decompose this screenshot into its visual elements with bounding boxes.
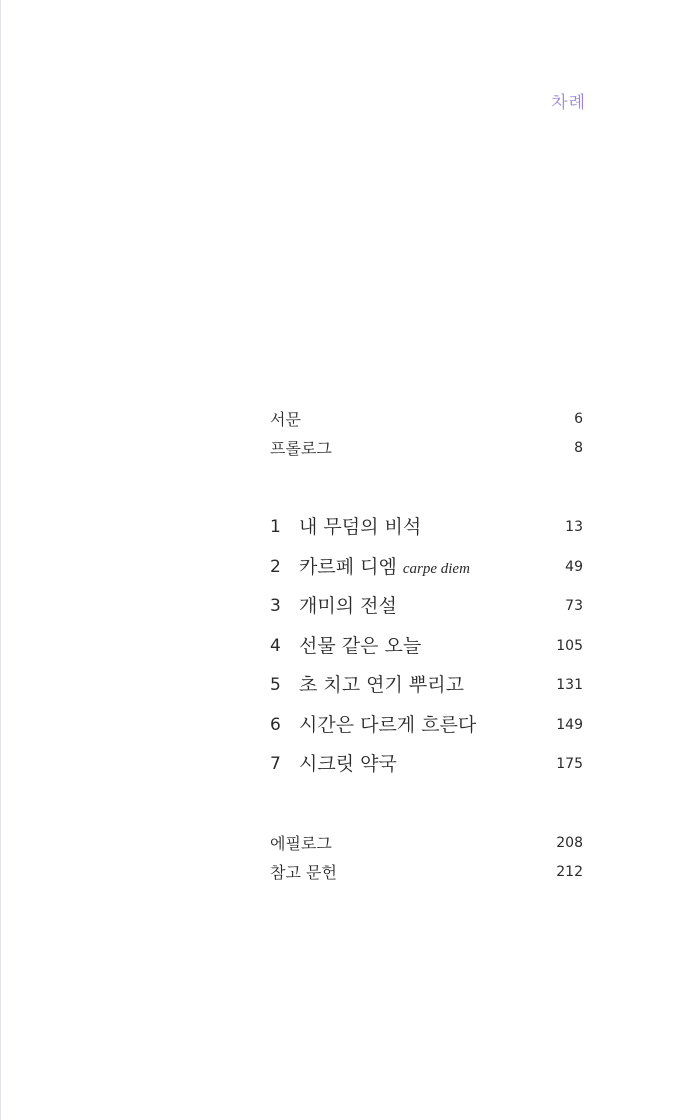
toc-row-references[interactable] xyxy=(270,858,583,887)
toc-label: 참고 문헌 xyxy=(270,863,337,882)
chapter-title: 시크릿 약국 xyxy=(299,753,397,775)
chapter-title: 선물 같은 오늘 xyxy=(299,634,422,657)
toc-row-preface[interactable] xyxy=(270,405,583,434)
toc-label: 프롤로그 xyxy=(270,439,332,458)
chapter-title-wrap xyxy=(299,508,421,548)
chapter-number: 1 xyxy=(270,517,281,537)
toc-page-number: 73 xyxy=(565,598,583,614)
toc-row-prologue[interactable] xyxy=(270,434,583,463)
chapter-title: 카르페 디엠 xyxy=(299,555,403,578)
chapter-title-wrap xyxy=(299,627,421,667)
toc-page-number: 49 xyxy=(565,558,583,575)
toc-row-chapter-4[interactable] xyxy=(270,627,583,667)
toc-page-number: 208 xyxy=(556,835,583,851)
chapter-title-wrap xyxy=(299,666,464,706)
toc-row-chapter-7[interactable] xyxy=(270,745,583,785)
toc-page-number: 149 xyxy=(556,716,583,733)
toc-label: 에필로그 xyxy=(270,834,332,853)
chapter-title-wrap xyxy=(299,706,476,746)
toc-page-number: 131 xyxy=(556,677,583,693)
chapter-title-wrap xyxy=(299,548,470,590)
toc-page-number: 175 xyxy=(556,756,583,772)
chapter-subtitle: carpe diem xyxy=(402,560,470,577)
back-matter-list xyxy=(270,829,583,887)
chapter-title-wrap xyxy=(299,587,397,627)
chapter-title-wrap xyxy=(299,745,397,785)
toc-row-chapter-6[interactable] xyxy=(270,706,583,746)
chapter-number: 5 xyxy=(270,675,281,695)
toc-page-number: 6 xyxy=(574,411,583,427)
toc-row-chapter-3[interactable] xyxy=(270,587,583,627)
chapter-title: 개미의 전설 xyxy=(299,595,397,617)
toc-label: 서문 xyxy=(270,410,301,429)
chapter-number: 2 xyxy=(270,556,281,577)
toc-row-chapter-1[interactable] xyxy=(270,508,583,548)
chapter-title: 초 치고 연기 뿌리고 xyxy=(299,674,464,696)
chapter-list xyxy=(270,508,583,785)
front-matter-list xyxy=(270,405,583,463)
toc-row-epilogue[interactable] xyxy=(270,829,583,858)
chapter-title: 시간은 다르게 흐른다 xyxy=(299,713,477,736)
toc-row-chapter-5[interactable] xyxy=(270,666,583,706)
chapter-number: 7 xyxy=(270,754,281,774)
toc-page-number: 13 xyxy=(565,519,583,535)
chapter-number: 3 xyxy=(270,596,281,616)
toc-page-number: 105 xyxy=(556,637,583,654)
chapter-title: 내 무덤의 비석 xyxy=(299,516,422,538)
toc-row-chapter-2[interactable] xyxy=(270,548,583,588)
toc-page-number: 212 xyxy=(556,864,583,880)
chapter-number: 6 xyxy=(270,714,281,735)
toc-heading: 차례 xyxy=(551,93,586,113)
chapter-number: 4 xyxy=(270,635,281,656)
toc-page-number: 8 xyxy=(574,440,583,456)
page-edge-line xyxy=(0,0,1,1120)
